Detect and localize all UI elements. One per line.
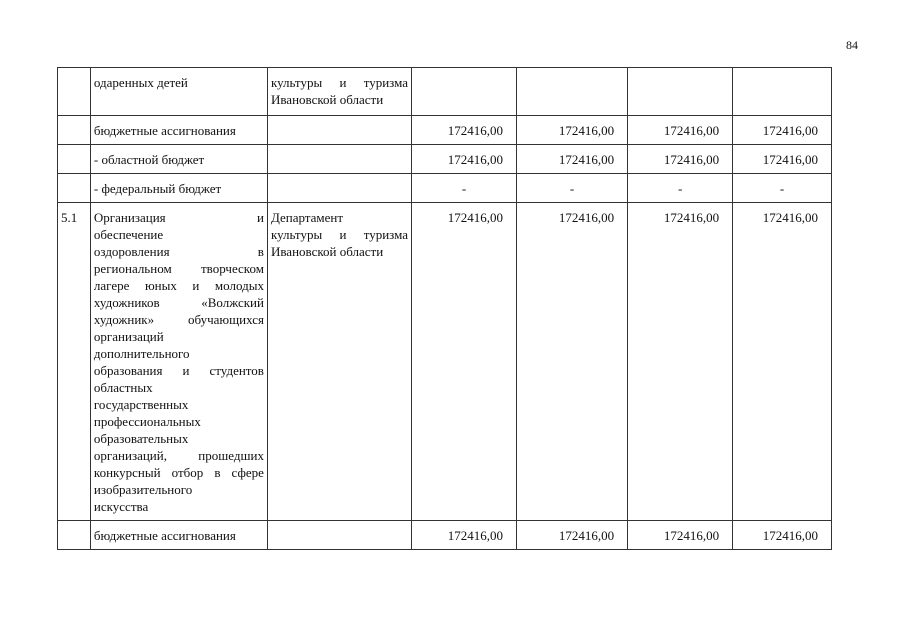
- activity-name-line: одаренных детей: [93, 75, 188, 90]
- table-row: [58, 174, 832, 203]
- activity-name-cell: [90, 116, 267, 145]
- amount-cell: 172416,00: [628, 145, 733, 174]
- row-index-cell: [58, 116, 91, 145]
- activity-name-line: профессиональных: [93, 414, 201, 429]
- amount-cell: [517, 68, 628, 116]
- activity-name-line: лагере юных и молодых: [93, 278, 264, 293]
- executor-cell: [267, 174, 411, 203]
- activity-name-line: изобразительного: [93, 482, 193, 497]
- activity-name-line: Организация и: [93, 210, 264, 225]
- executor-cell: [267, 203, 411, 521]
- activity-name-line: бюджетные ассигнования: [93, 528, 236, 543]
- amount-cell: -: [412, 174, 517, 203]
- amount-cell: 172416,00: [628, 203, 733, 521]
- budget-table: [57, 67, 832, 550]
- row-index-cell: [58, 174, 91, 203]
- amount-cell: 172416,00: [628, 116, 733, 145]
- executor-line: Ивановской области: [270, 92, 384, 107]
- executor-cell: [267, 521, 411, 550]
- activity-name-cell: [90, 203, 267, 521]
- amount-cell: [733, 68, 832, 116]
- activity-name-line: конкурсный отбор в сфере: [93, 465, 264, 480]
- activity-name-line: организаций: [93, 329, 164, 344]
- activity-name-line: организаций, прошедших: [93, 448, 264, 463]
- activity-name-line: образования и студентов: [93, 363, 264, 378]
- activity-name-cell: [90, 521, 267, 550]
- activity-name-line: дополнительного: [93, 346, 190, 361]
- amount-cell: -: [628, 174, 733, 203]
- amount-cell: 172416,00: [733, 203, 832, 521]
- table-row: [58, 521, 832, 550]
- activity-name-line: государственных: [93, 397, 189, 412]
- amount-cell: 172416,00: [412, 521, 517, 550]
- amount-cell: 172416,00: [517, 116, 628, 145]
- table-row: [58, 203, 832, 521]
- row-index-cell: [58, 68, 91, 116]
- amount-cell: 172416,00: [412, 145, 517, 174]
- activity-name-line: художников «Волжский: [93, 295, 264, 310]
- amount-cell: 172416,00: [733, 521, 832, 550]
- activity-name-line: художник» обучающихся: [93, 312, 264, 327]
- amount-cell: 172416,00: [517, 203, 628, 521]
- activity-name-line: оздоровления в: [93, 244, 264, 259]
- activity-name-line: бюджетные ассигнования: [93, 123, 236, 138]
- activity-name-line: - областной бюджет: [93, 152, 205, 167]
- page-number: 84: [846, 38, 858, 52]
- amount-cell: -: [517, 174, 628, 203]
- executor-cell: [267, 145, 411, 174]
- executor-line: культуры и туризма: [270, 75, 409, 90]
- executor-line: культуры и туризма: [270, 227, 409, 242]
- activity-name-line: искусства: [93, 499, 149, 514]
- table-row: [58, 145, 832, 174]
- activity-name-line: образовательных: [93, 431, 189, 446]
- activity-name-line: обеспечение: [93, 227, 164, 242]
- amount-cell: 172416,00: [733, 116, 832, 145]
- table-row: [58, 68, 832, 116]
- activity-name-cell: [90, 174, 267, 203]
- amount-cell: 172416,00: [733, 145, 832, 174]
- amount-cell: 172416,00: [517, 145, 628, 174]
- executor-cell: [267, 68, 411, 116]
- activity-name-cell: [90, 68, 267, 116]
- amount-cell: 172416,00: [412, 203, 517, 521]
- amount-cell: 172416,00: [628, 521, 733, 550]
- table-row: [58, 116, 832, 145]
- amount-cell: 172416,00: [412, 116, 517, 145]
- activity-name-cell: [90, 145, 267, 174]
- amount-cell: [412, 68, 517, 116]
- amount-cell: [628, 68, 733, 116]
- activity-name-line: региональном творческом: [93, 261, 264, 276]
- amount-cell: 172416,00: [517, 521, 628, 550]
- amount-cell: -: [733, 174, 832, 203]
- row-index-cell: 5.1: [58, 203, 91, 521]
- executor-cell: [267, 116, 411, 145]
- activity-name-line: - федеральный бюджет: [93, 181, 222, 196]
- activity-name-line: областных: [93, 380, 153, 395]
- row-index-cell: [58, 145, 91, 174]
- executor-line: Ивановской области: [270, 244, 384, 259]
- row-index-cell: [58, 521, 91, 550]
- executor-line: Департамент: [270, 210, 344, 225]
